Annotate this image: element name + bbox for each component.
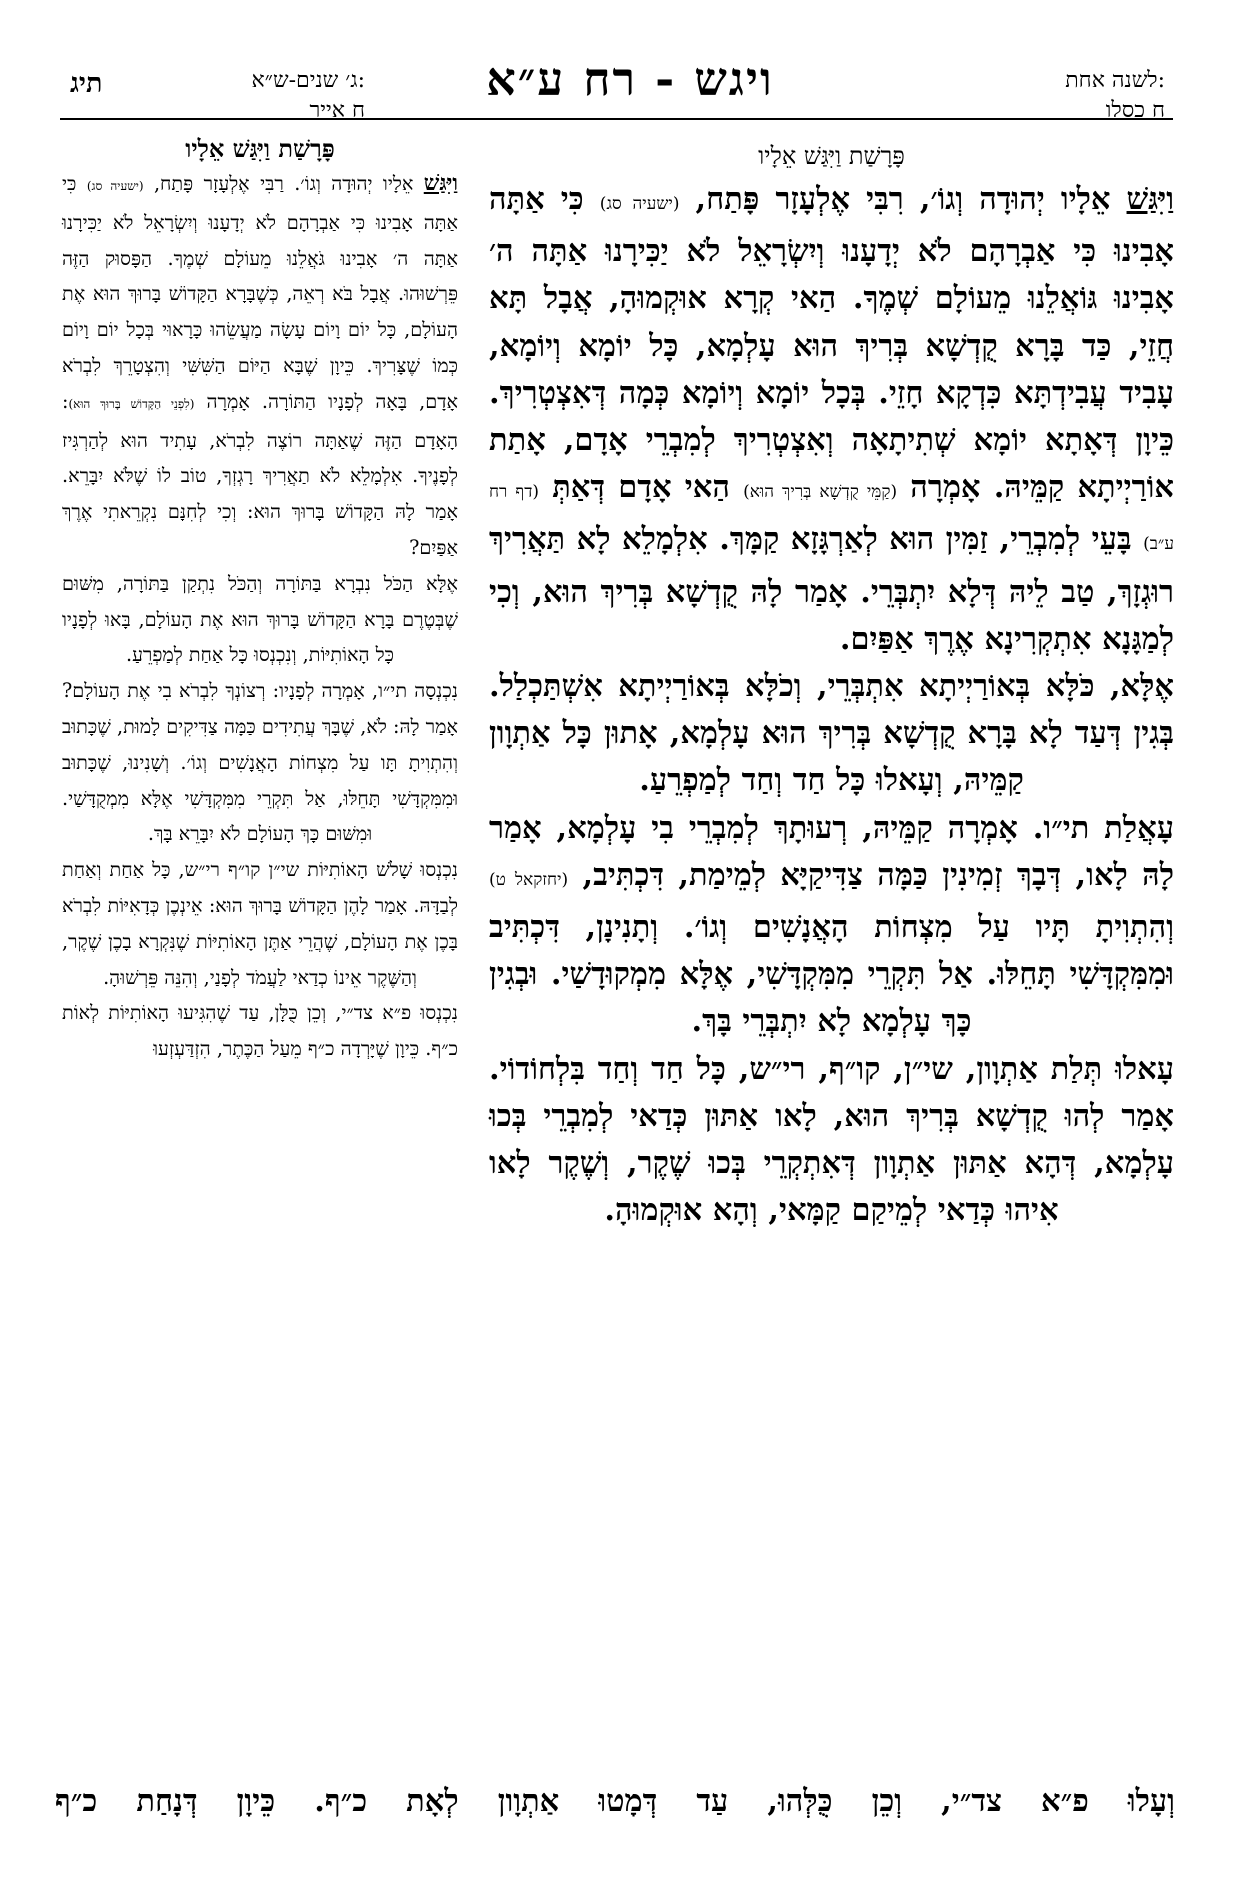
section-title: פָּרָשַׁת וַיִּגַּשׁ אֵלָיו	[758, 142, 905, 170]
paragraph: אֶלָּא הַכֹּל נִבְרָא בַּתּוֹרָה וְהַכֹּל נִתְקַן בַּתּוֹרָה, מִשּׁוּם שֶׁבְּטֶרֶם בָּרָא הַקָּדוֹשׁ בָּרוּךְ הוּא אֶת הָעוֹלָם, בָּאוּ לְפָנָיו כָּל הָאוֹתִיּוֹת, וְנִכְנְסוּ כָּל אַחַת לְמַפְרֵעַ.	[62, 571, 458, 667]
paragraph: וַיִּגַּשׁ אֵלָיו יְהוּדָה וְגוֹ׳, רִבִּי אֶלְעָזָר פָּתַח, (ישעיה סג) כִּי אַתָּה אָבִינוּ כִּי אַבְרָהָם לֹא יְדָעָנוּ וְיִשְׂרָאֵל לֹא יַכִּירָנוּ אַתָּה ה׳ אָבִינוּ גּוֹאֲלֵנוּ מֵעוֹלָם שְׁמֶךָ. הַאי קְרָא אוּקְמוּהָ, אֲבָל תָּא חֲזֵי, כַּד בָּרָא קֻדְשָׁא בְּרִיךְ הוּא עָלְמָא, כָּל יוֹמָא וְיוֹמָא, עָבִיד עֲבִידְתָּא כִּדְקָא חָזֵי. בְּכָל יוֹמָא וְיוֹמָא כְּמָה דְּאִצְטְרִיךְ. כֵּיוָן דְּאָתָא יוֹמָא שְׁתִיתָאָה וְאִצְטְרִיךְ לְמִבְרֵי אָדָם, אָתַת אוֹרַיְיתָא קַמֵּיהּ. אָמְרָה (קַמֵּי קֻדְשָׁא בְּרִיךְ הוּא) הַאי אָדָם דְּאַתְּ (דף רח ע״ב) בָּעֵי לְמִבְרֵי, זַמִּין הוּא לְאַרְגָּזָא קַמָּךְ. אִלְמָלֵא לָא תַּאֲרִיךְ רוּגְזָךְ, טַב לֵיהּ דְּלָא יִתְבְּרֵי. אָמַר לָהּ קֻדְשָׁא בְּרִיךְ הוּא, וְכִי לְמַגָּנָא אִתְקְרִינָא אֶרֶךְ אַפַּיִם.	[489, 181, 1174, 657]
paragraph: נִכְנְסוּ שָׁלֹשׁ הָאוֹתִיּוֹת שי״ן קו״ף רי״ש, כָּל אַחַת וְאַחַת לְבַדָּהּ. אָמַר לָהֶן הַקָּדוֹשׁ בָּרוּךְ הוּא: אֵינְכֶן כְּדָאִיּוֹת לִבְרֹא בָּכֶן אֶת הָעוֹלָם, שֶׁהֲרֵי אַתֶּן הָאוֹתִיּוֹת שֶׁנִּקְרָא בָכֶן שֶׁקֶר, וְהַשֶּׁקֶר אֵינוֹ כְדַאי לַעֲמֹד לְפָנַי, וְהִנֵּה פֵּרְשׁוּהָ.	[62, 858, 458, 989]
source-reference: (ישעיה סג)	[599, 194, 680, 214]
schedule-three-years	[135, 66, 365, 126]
section-title: פָּרָשַׁת וַיִּגַּשׁ אֵלָיו	[185, 134, 335, 163]
page-number: תיג	[70, 68, 103, 99]
schedule-one-year	[940, 66, 1165, 126]
page-reference: (דף רח ע״ב)	[489, 482, 1174, 555]
source-reference: (ישעיה סג)	[86, 179, 144, 193]
paragraph: עָאלוּ תְּלַת אַתְוָון, שי״ן, קו״ף, רי״ש, כָּל חַד וְחַד בִּלְחוֹדוֹי. אָמַר לְהוּ קֻדְשָׁא בְּרִיךְ הוּא, לָאו אַתּוּן כְּדַאי לְמִבְרֵי בְּכוּ עָלְמָא, דְּהָא אַתּוּן אַתְוָון דְּאִתְקְרֵי בְּכוּ שֶׁקֶר, וְשֶׁקֶר לָאו אִיהוּ כְּדַאי לְמֵיקַם קַמָּאי, וְהָא אוּקְמוּהָ.	[489, 1050, 1174, 1229]
source-reference: (קַמֵּי קֻדְשָׁא בְּרִיךְ הוּא)	[743, 482, 898, 503]
paragraph: אֶלָּא, כֹּלָּא בְּאוֹרַיְיתָא אִתְבְּרֵי, וְכֹלָּא בְּאוֹרַיְיתָא אִשְׁתַּכְלַל. בְּגִין דְּעַד לָא בָּרָא קֻדְשָׁא בְּרִיךְ הוּא עָלְמָא, אָתוּן כָּל אַתְוָון קַמֵּיהּ, וְעָאלוּ כָּל חַד וְחַד לְמַפְרֵעַ.	[489, 668, 1174, 799]
schedule-one-year-label: לשנה אחת:	[1065, 68, 1165, 93]
paragraph: עָאֲלַת תי״ו. אָמְרָה קַמֵּיהּ, רְעוּתָךְ לְמִבְרֵי בִי עָלְמָא, אָמַר לָהּ לָאו, דְּבָךְ זְמִינִין כַּמָּה צַדִּיקַיָּא לְמֵימַת, דִּכְתִּיב, (יחזקאל ט) וְהִתְוִיתָ תָּיו עַל מִצְחוֹת הָאֲנָשִׁים וְגוֹ׳. וְתָנִינָן, דִּכְתִּיב וּמִמִּקְדָּשִׁי תָּחֵלּוּ. אַל תִּקְרֵי מִמִּקְדָּשִׁי, אֶלָּא מִמְקוּדָשַׁי. וּבְגִין כָּךְ עָלְמָא לָא יִתְבְּרֵי בָּךְ.	[489, 809, 1174, 1040]
translation-text-column	[62, 132, 458, 1067]
source-reference: (לִפְנֵי הַקָּדוֹשׁ בָּרוּךְ הוּא)	[68, 396, 195, 411]
paragraph: וַיִּגַּשׁ אֵלָיו יְהוּדָה וְגוֹ׳. רַבִּי אֶלְעָזָר פָּתַח, (ישעיה סג) כִּי אַתָּה אָבִינוּ כִּי אַבְרָהָם לֹא יְדָעָנוּ וְיִשְׂרָאֵל לֹא יַכִּירָנוּ אַתָּה ה׳ אָבִינוּ גֹּאֲלֵנוּ מֵעוֹלָם שְׁמֶךָ. הַפָּסוּק הַזֶּה פֵּרְשׁוּהוּ. אֲבָל בֹּא רְאֵה, כְּשֶׁבָּרָא הַקָּדוֹשׁ בָּרוּךְ הוּא אֶת הָעוֹלָם, כָּל יוֹם וָיוֹם עָשָׂה מַעֲשֵׂהוּ כָּרָאוּי בְּכָל יוֹם וָיוֹם כְּמוֹ שֶׁצָּרִיךְ. כֵּיוָן שֶׁבָּא הַיּוֹם הַשִּׁשִּׁי וְהִצְטָרֵךְ לִבְרֹא אָדָם, בָּאָה לְפָנָיו הַתּוֹרָה. אָמְרָה (לִפְנֵי הַקָּדוֹשׁ בָּרוּךְ הוּא): הָאָדָם הַזֶּה שֶׁאַתָּה רוֹצֶה לִבְרֹא, עָתִיד הוּא לְהַרְגִּיז לְפָנֶיךָ. אִלְמָלֵא לֹא תַאֲרִיךְ רָגְזְךָ, טוֹב לוֹ שֶׁלֹּא יִבָּרֵא. אָמַר לָהּ הַקָּדוֹשׁ בָּרוּךְ הוּא: וְכִי לְחִנָּם נִקְרֵאתִי אֶרֶךְ אַפַּיִם?	[62, 170, 458, 559]
schedule-one-year-date: ח כסלו	[1105, 98, 1165, 123]
source-reference: (יחזקאל ט)	[489, 869, 569, 890]
paragraph: נִכְנְסוּ פ״א צד״י, וְכֵן כֻּלָּן, עַד שֶׁהִגִּיעוּ הָאוֹתִיּוֹת לְאוֹת כ״ף. כֵּיוָן שֶׁיָּרְדָה כ״ף מֵעַל הַכֶּתֶר, הִזְדַּעְזְעוּ	[62, 1001, 458, 1061]
page-header	[0, 0, 1253, 123]
page-title: ויגש - רח ע״א	[486, 52, 774, 106]
schedule-three-years-date: ח אייר	[309, 98, 365, 123]
header-divider	[60, 118, 1173, 120]
opening-word: וַיִּגַּשׁ	[1126, 181, 1174, 217]
continuation-line: וְעָלוּ פ״א צד״י, וְכֵן כֻּלְּהוּ, עַד דְּמָטוּ אַתְוָון לְאָת כ״ף. כֵּיוָן דְּנָחַת כ״ף	[55, 1783, 1175, 1819]
schedule-three-years-label: ג׳ שנים-ש״א:	[251, 68, 365, 93]
paragraph: נִכְנְסָה תי״ו, אָמְרָה לְפָנָיו: רְצוֹנְךָ לִבְרֹא בִי אֶת הָעוֹלָם? אָמַר לָהּ: לֹא, שֶׁבָּךְ עֲתִידִים כַּמָּה צַדִּיקִים לָמוּת, שֶׁכָּתוּב וְהִתְוִיתָ תָּו עַל מִצְחוֹת הָאֲנָשִׁים וְגוֹ׳. וְשָׁנִינוּ, שֶׁכָּתוּב וּמִמִּקְדָּשִׁי תָּחֵלּוּ, אַל תִּקְרֵי מִמִּקְדָּשִׁי אֶלָּא מִמְקֻדָּשַׁי. וּמִשּׁוּם כָּךְ הָעוֹלָם לֹא יִבָּרֵא בָּךְ.	[62, 679, 458, 846]
aramaic-text-column	[489, 138, 1174, 1234]
opening-word: וַיִּגַּשׁ	[423, 170, 458, 196]
